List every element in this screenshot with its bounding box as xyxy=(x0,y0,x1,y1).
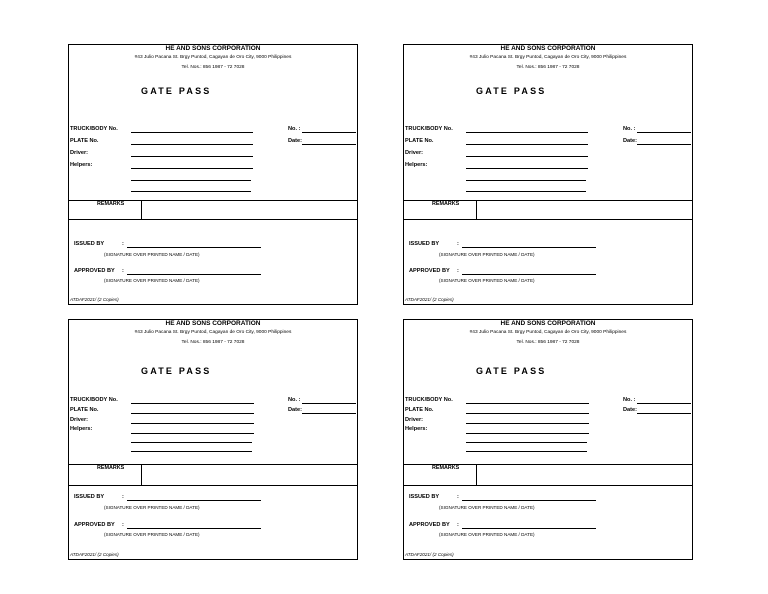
plate-label: PLATE No. xyxy=(70,138,99,144)
truck-label: TRUCK/BODY No. xyxy=(70,397,118,403)
helper-field-2[interactable] xyxy=(131,180,251,181)
issued-by-hint: (SIGNATURE OVER PRINTED NAME / DATE) xyxy=(439,505,535,510)
plate-label: PLATE No. xyxy=(405,138,434,144)
issued-by-colon: : xyxy=(457,241,459,247)
number-label: No. : xyxy=(623,397,636,403)
approved-by-colon: : xyxy=(122,522,124,528)
issued-by-label: ISSUED BY xyxy=(409,241,440,247)
approved-by-colon: : xyxy=(122,268,124,274)
helper-field-3[interactable] xyxy=(466,191,586,192)
issued-by-hint: (SIGNATURE OVER PRINTED NAME / DATE) xyxy=(104,505,200,510)
company-name: HE AND SONS CORPORATION xyxy=(165,320,261,327)
plate-field[interactable] xyxy=(466,144,588,145)
driver-field[interactable] xyxy=(466,423,589,424)
remarks-row xyxy=(69,464,357,486)
helper-field-1[interactable] xyxy=(131,433,254,434)
approved-by-field[interactable] xyxy=(462,528,596,529)
approved-by-field[interactable] xyxy=(127,528,261,529)
helper-field-1[interactable] xyxy=(466,168,588,169)
remarks-field[interactable] xyxy=(141,201,358,220)
driver-label: Driver: xyxy=(70,417,89,423)
plate-field[interactable] xyxy=(131,144,253,145)
date-field[interactable] xyxy=(302,144,356,145)
issued-by-colon: : xyxy=(122,241,124,247)
approved-by-hint: (SIGNATURE OVER PRINTED NAME / DATE) xyxy=(439,278,535,283)
truck-field[interactable] xyxy=(131,132,253,133)
approved-by-colon: : xyxy=(457,268,459,274)
company-name: HE AND SONS CORPORATION xyxy=(165,45,261,52)
remarks-label: REMARKS xyxy=(432,465,460,471)
company-tel: Tel. Nos.: 856 1987 - 72 7028 xyxy=(516,65,580,70)
helper-field-1[interactable] xyxy=(466,433,589,434)
helper-field-2[interactable] xyxy=(466,180,586,181)
date-field[interactable] xyxy=(637,413,691,414)
company-name: HE AND SONS CORPORATION xyxy=(500,320,596,327)
number-field[interactable] xyxy=(637,403,691,404)
company-address: #43 Julio Pacana St. Brgy Puntod, Cagayan de Oro City, 9000 Philippines xyxy=(134,55,292,60)
issued-by-hint: (SIGNATURE OVER PRINTED NAME / DATE) xyxy=(104,252,200,257)
helper-field-2[interactable] xyxy=(466,442,587,443)
truck-label: TRUCK/BODY No. xyxy=(405,126,453,132)
gate-pass-2 xyxy=(403,44,693,305)
helpers-label: Helpers: xyxy=(405,162,428,168)
gate-pass-3 xyxy=(68,319,358,560)
remarks-field[interactable] xyxy=(476,201,693,220)
company-tel: Tel. Nos.: 856 1987 - 72 7028 xyxy=(516,340,580,345)
issued-by-hint: (SIGNATURE OVER PRINTED NAME / DATE) xyxy=(439,252,535,257)
approved-by-colon: : xyxy=(457,522,459,528)
company-address: #43 Julio Pacana St. Brgy Puntod, Cagayan de Oro City, 9000 Philippines xyxy=(469,55,627,60)
issued-by-colon: : xyxy=(457,494,459,500)
date-label: Date: xyxy=(288,138,302,144)
plate-label: PLATE No. xyxy=(405,407,434,413)
number-field[interactable] xyxy=(302,403,356,404)
issued-by-field[interactable] xyxy=(462,500,596,501)
issued-by-field[interactable] xyxy=(127,500,261,501)
issued-by-label: ISSUED BY xyxy=(74,494,105,500)
remarks-label: REMARKS xyxy=(97,201,125,207)
driver-label: Driver: xyxy=(70,150,89,156)
approved-by-field[interactable] xyxy=(127,274,261,275)
form-title: GATE PASS xyxy=(141,86,212,96)
plate-field[interactable] xyxy=(131,413,254,414)
approved-by-label: APPROVED BY xyxy=(74,522,115,528)
truck-field[interactable] xyxy=(466,403,589,404)
number-label: No. : xyxy=(288,397,301,403)
truck-field[interactable] xyxy=(466,132,588,133)
remarks-field[interactable] xyxy=(476,465,693,486)
number-field[interactable] xyxy=(637,132,691,133)
helper-field-1[interactable] xyxy=(131,168,253,169)
approved-by-hint: (SIGNATURE OVER PRINTED NAME / DATE) xyxy=(104,278,200,283)
remarks-row xyxy=(404,464,692,486)
date-field[interactable] xyxy=(302,413,356,414)
helper-field-3[interactable] xyxy=(131,191,251,192)
issued-by-label: ISSUED BY xyxy=(409,494,440,500)
form-code: ATDAF2021/ (2 Copies) xyxy=(70,552,119,557)
remarks-field[interactable] xyxy=(141,465,358,486)
approved-by-label: APPROVED BY xyxy=(409,268,450,274)
approved-by-hint: (SIGNATURE OVER PRINTED NAME / DATE) xyxy=(104,532,200,537)
approved-by-hint: (SIGNATURE OVER PRINTED NAME / DATE) xyxy=(439,532,535,537)
driver-field[interactable] xyxy=(131,423,254,424)
plate-label: PLATE No. xyxy=(70,407,99,413)
company-name: HE AND SONS CORPORATION xyxy=(500,45,596,52)
helper-field-3[interactable] xyxy=(466,451,587,452)
date-label: Date: xyxy=(288,407,302,413)
date-label: Date: xyxy=(623,407,637,413)
helper-field-2[interactable] xyxy=(131,442,252,443)
remarks-label: REMARKS xyxy=(432,201,460,207)
gate-pass-4 xyxy=(403,319,693,560)
driver-field[interactable] xyxy=(131,156,253,157)
form-code: ATDAF2021/ (2 Copies) xyxy=(405,297,454,302)
approved-by-field[interactable] xyxy=(462,274,596,275)
helpers-label: Helpers: xyxy=(70,426,93,432)
remarks-row xyxy=(404,200,692,220)
approved-by-label: APPROVED BY xyxy=(74,268,115,274)
truck-label: TRUCK/BODY No. xyxy=(405,397,453,403)
company-address: #43 Julio Pacana St. Brgy Puntod, Cagayan de Oro City, 9000 Philippines xyxy=(134,330,292,335)
driver-label: Driver: xyxy=(405,417,424,423)
form-code: ATDAF2021/ (2 Copies) xyxy=(70,297,119,302)
date-field[interactable] xyxy=(637,144,691,145)
form-title: GATE PASS xyxy=(476,366,547,376)
company-tel: Tel. Nos.: 856 1987 - 72 7028 xyxy=(181,65,245,70)
date-label: Date: xyxy=(623,138,637,144)
issued-by-colon: : xyxy=(122,494,124,500)
remarks-row xyxy=(69,200,357,220)
company-address: #43 Julio Pacana St. Brgy Puntod, Cagayan de Oro City, 9000 Philippines xyxy=(469,330,627,335)
helpers-label: Helpers: xyxy=(70,162,93,168)
plate-field[interactable] xyxy=(466,413,589,414)
issued-by-label: ISSUED BY xyxy=(74,241,105,247)
remarks-label: REMARKS xyxy=(97,465,125,471)
approved-by-label: APPROVED BY xyxy=(409,522,450,528)
form-title: GATE PASS xyxy=(141,366,212,376)
form-code: ATDAF2021/ (2 Copies) xyxy=(405,552,454,557)
issued-by-field[interactable] xyxy=(127,247,261,248)
helper-field-3[interactable] xyxy=(131,451,252,452)
truck-label: TRUCK/BODY No. xyxy=(70,126,118,132)
truck-field[interactable] xyxy=(131,403,254,404)
driver-field[interactable] xyxy=(466,156,588,157)
driver-label: Driver: xyxy=(405,150,424,156)
number-label: No. : xyxy=(288,126,301,132)
number-label: No. : xyxy=(623,126,636,132)
gate-pass-1 xyxy=(68,44,358,305)
form-title: GATE PASS xyxy=(476,86,547,96)
helpers-label: Helpers: xyxy=(405,426,428,432)
company-tel: Tel. Nos.: 856 1987 - 72 7028 xyxy=(181,340,245,345)
issued-by-field[interactable] xyxy=(462,247,596,248)
number-field[interactable] xyxy=(302,132,356,133)
